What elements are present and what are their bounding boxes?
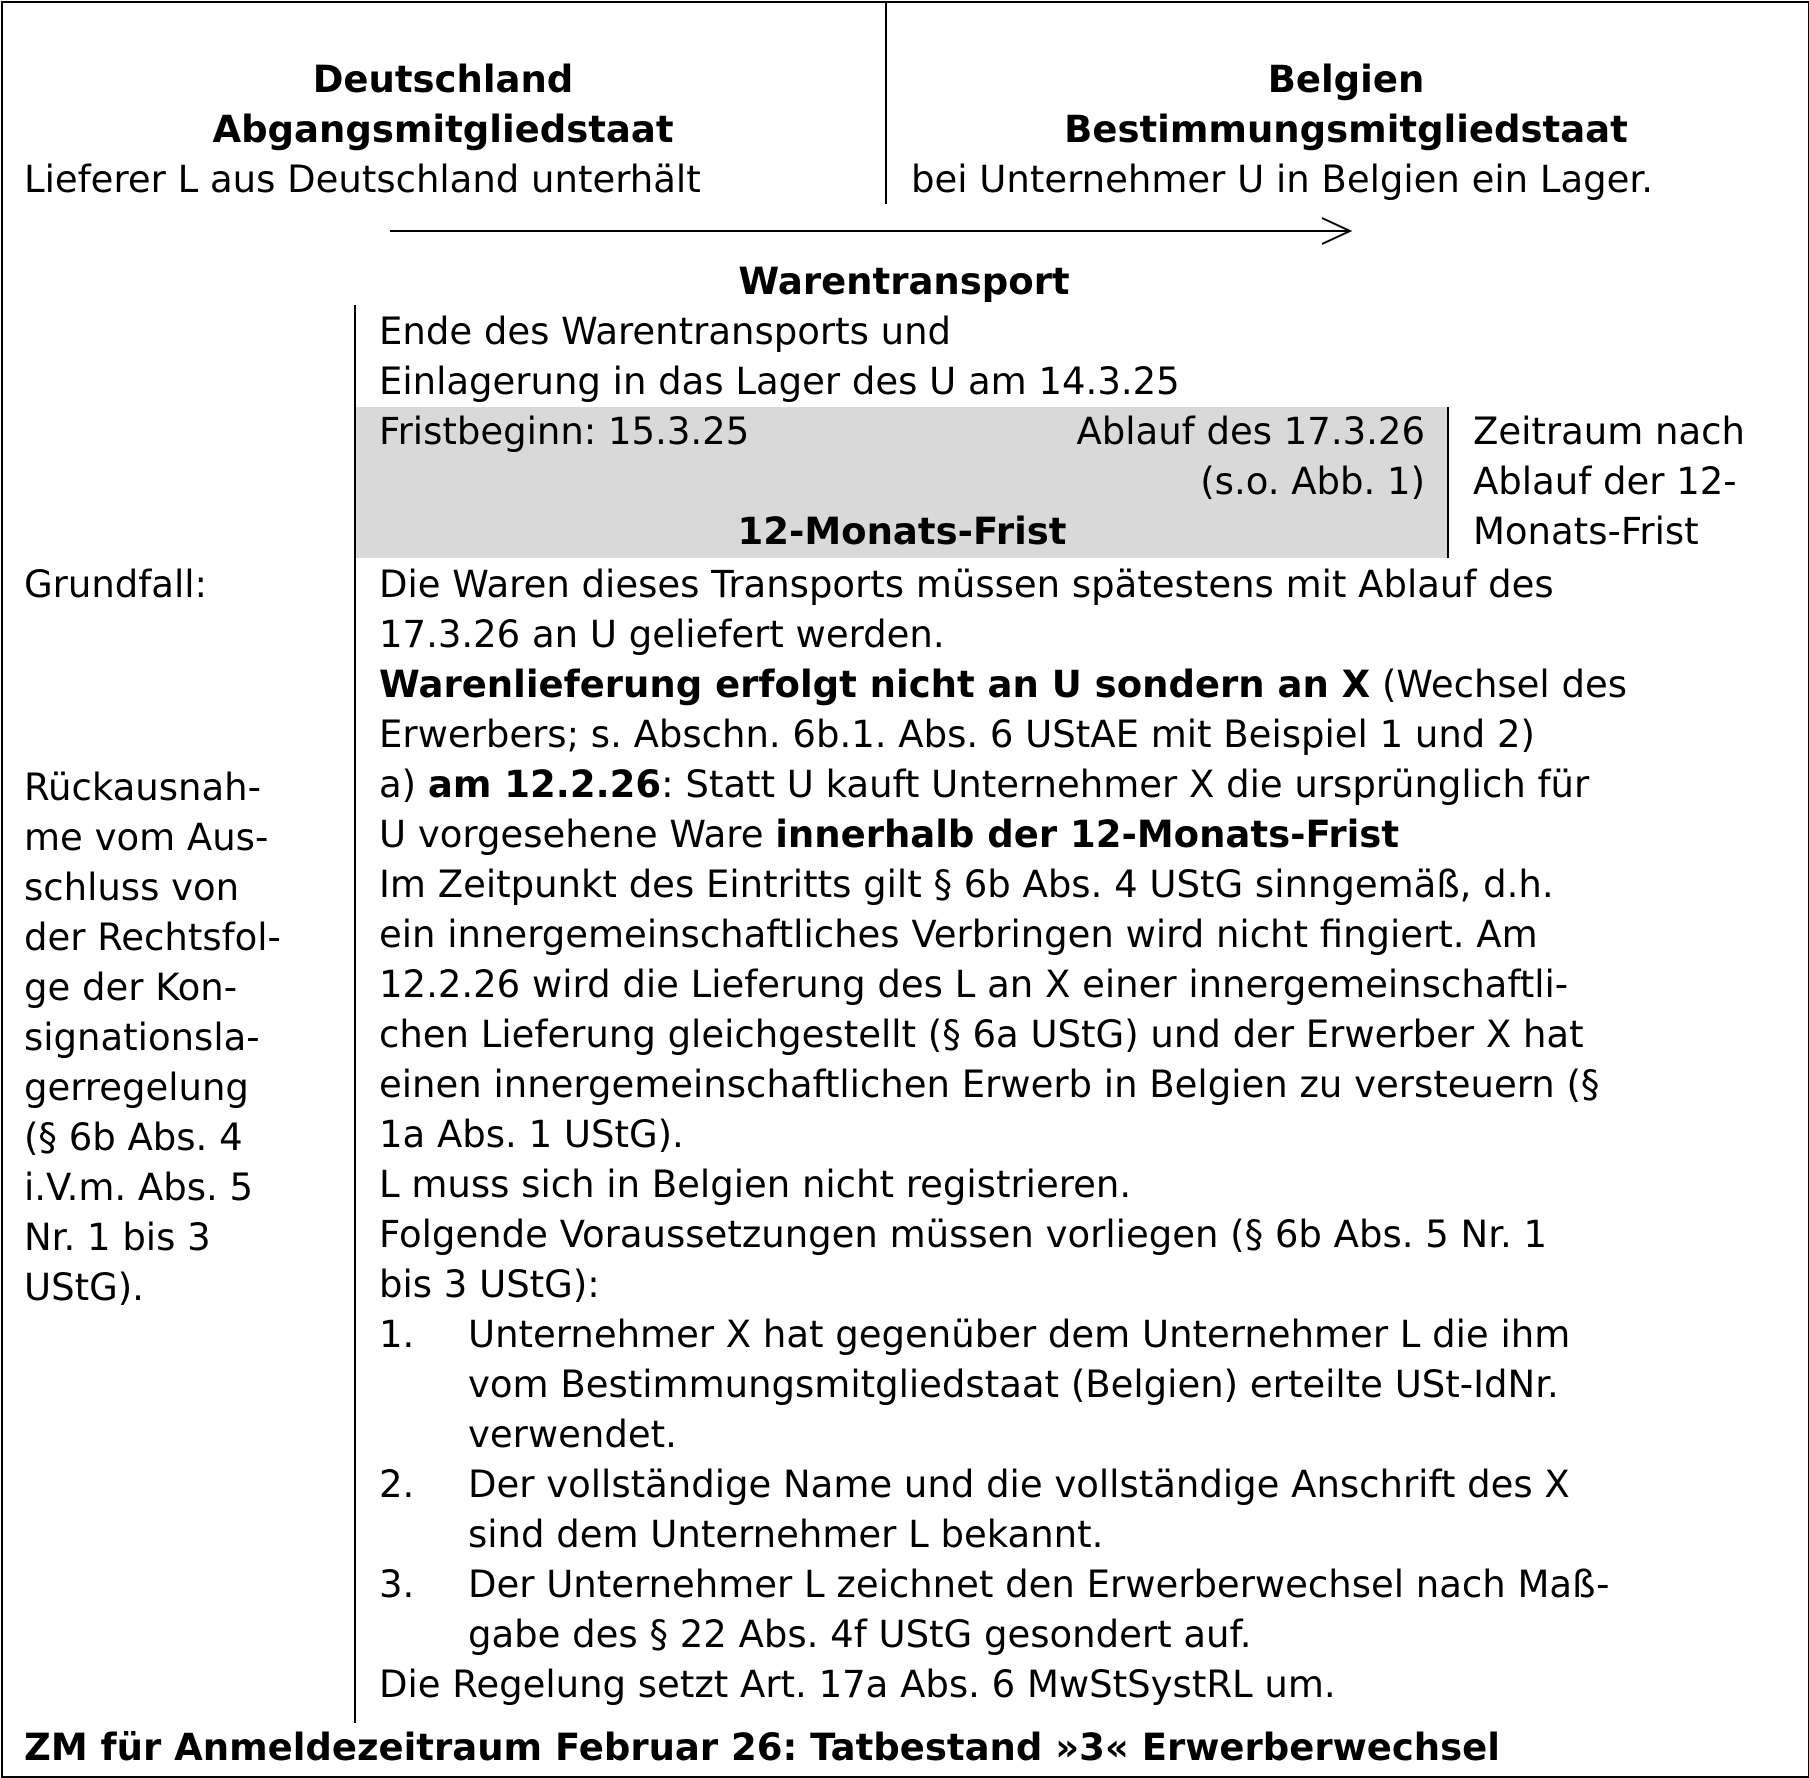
transport-end-line2: Einlagerung in das Lager des U am 14.3.25 [379, 360, 1180, 403]
body-line: ein innergemeinschaftliches Verbringen wird nicht fingiert. Am [379, 913, 1538, 956]
list-number: 2. [379, 1463, 415, 1506]
body-line: Folgende Voraussetzungen müssen vorliegen (§ 6b Abs. 5 Nr. 1 [379, 1213, 1548, 1256]
body-line: bis 3 UStG): [379, 1263, 600, 1306]
rueck-line: me vom Aus- [24, 816, 269, 859]
body-line: 12.2.26 wird die Lieferung des L an X einer innergemeinschaftli- [379, 963, 1569, 1006]
right-role: Bestimmungsmitgliedstaat [1064, 108, 1628, 151]
rueck-line: signationsla- [24, 1016, 260, 1059]
footer-zm: ZM für Anmeldezeitraum Februar 26: Tatbestand »3« Erwerberwechsel [24, 1726, 1500, 1769]
body-line: L muss sich in Belgien nicht registrieren. [379, 1163, 1132, 1206]
frist-start: Fristbeginn: 15.3.25 [379, 410, 750, 453]
grundfall-line2: 17.3.26 an U geliefert werden. [379, 613, 945, 656]
frist-after-2: Ablauf der 12- [1473, 460, 1737, 503]
rueck-line: ge der Kon- [24, 966, 238, 1009]
list-line: sind dem Unternehmer L bekannt. [468, 1513, 1104, 1556]
body-line: Im Zeitpunkt des Eintritts gilt § 6b Abs. 4 UStG sinngemäß, d.h. [379, 863, 1554, 906]
list-item [379, 1460, 1627, 1560]
case-a-rest: : Statt U kauft Unternehmer X die ursprünglich für [661, 763, 1590, 806]
frist-label: 12-Monats-Frist [737, 510, 1067, 553]
main-content [379, 560, 1627, 1710]
left-country: Deutschland [312, 58, 574, 101]
list-line: vom Bestimmungsmitgliedstaat (Belgien) erteilte USt-IdNr. [468, 1363, 1559, 1406]
frist-end: Ablauf des 17.3.26 [1076, 410, 1425, 453]
closing-line: Die Regelung setzt Art. 17a Abs. 6 MwStSystRL um. [379, 1663, 1336, 1706]
frist-after-3: Monats-Frist [1473, 510, 1699, 553]
list-number: 1. [379, 1313, 415, 1356]
left-role: Abgangsmitgliedstaat [212, 108, 674, 151]
list-item [379, 1560, 1627, 1660]
rueck-line: Nr. 1 bis 3 [24, 1216, 211, 1259]
list-number: 3. [379, 1563, 415, 1606]
rueck-line: i.V.m. Abs. 5 [24, 1166, 254, 1209]
wechsel-bold: Warenlieferung erfolgt nicht an U sondern an X [379, 663, 1371, 706]
list-line: verwendet. [468, 1413, 677, 1456]
wechsel-line1 [379, 660, 1627, 710]
right-arrow-icon [388, 214, 1354, 248]
list-line: gabe des § 22 Abs. 4f UStG gesondert auf. [468, 1613, 1252, 1656]
label-rueckausnahme [24, 763, 281, 1313]
rueck-line: UStG). [24, 1266, 144, 1309]
rueck-line: gerregelung [24, 1066, 249, 1109]
list-line: Der vollständige Name und die vollständige Anschrift des X [468, 1463, 1570, 1506]
frist-after-1: Zeitraum nach [1473, 410, 1745, 453]
transport-label: Warentransport [738, 260, 1070, 303]
label-grundfall: Grundfall: [24, 563, 207, 606]
list-item [379, 1310, 1627, 1460]
right-country: Belgien [1267, 58, 1425, 101]
case-a-line1 [379, 760, 1627, 810]
grundfall-line1: Die Waren dieses Transports müssen spätestens mit Ablauf des [379, 563, 1554, 606]
right-text: bei Unternehmer U in Belgien ein Lager. [911, 158, 1653, 201]
wechsel-rest: (Wechsel des [1370, 663, 1627, 706]
wechsel-line2: Erwerbers; s. Abschn. 6b.1. Abs. 6 UStAE mit Beispiel 1 und 2) [379, 713, 1535, 756]
list-line: Unternehmer X hat gegenüber dem Unternehmer L die ihm [468, 1313, 1571, 1356]
rueck-line: Rückausnah- [24, 766, 261, 809]
transport-end-line1: Ende des Warentransports und [379, 310, 952, 353]
list-line: Der Unternehmer L zeichnet den Erwerberwechsel nach Maß- [468, 1563, 1610, 1606]
case-a-prefix: a) [379, 763, 428, 806]
body-line: 1a Abs. 1 UStG). [379, 1113, 684, 1156]
case-a-bold: innerhalb der 12-Monats-Frist [775, 813, 1400, 856]
left-text: Lieferer L aus Deutschland unterhält [24, 158, 701, 201]
body-line: chen Lieferung gleichgestellt (§ 6a UStG) und der Erwerber X hat [379, 1013, 1584, 1056]
rueck-line: der Rechtsfol- [24, 916, 281, 959]
body-line: einen innergemeinschaftlichen Erwerb in Belgien zu versteuern (§ [379, 1063, 1600, 1106]
case-a-plain: U vorgesehene Ware [379, 813, 776, 856]
rueck-line: schluss von [24, 866, 240, 909]
case-a-line2 [379, 810, 1627, 860]
case-a-date: am 12.2.26 [427, 763, 662, 806]
frist-ref: (s.o. Abb. 1) [1200, 460, 1425, 503]
rueck-line: (§ 6b Abs. 4 [24, 1116, 243, 1159]
